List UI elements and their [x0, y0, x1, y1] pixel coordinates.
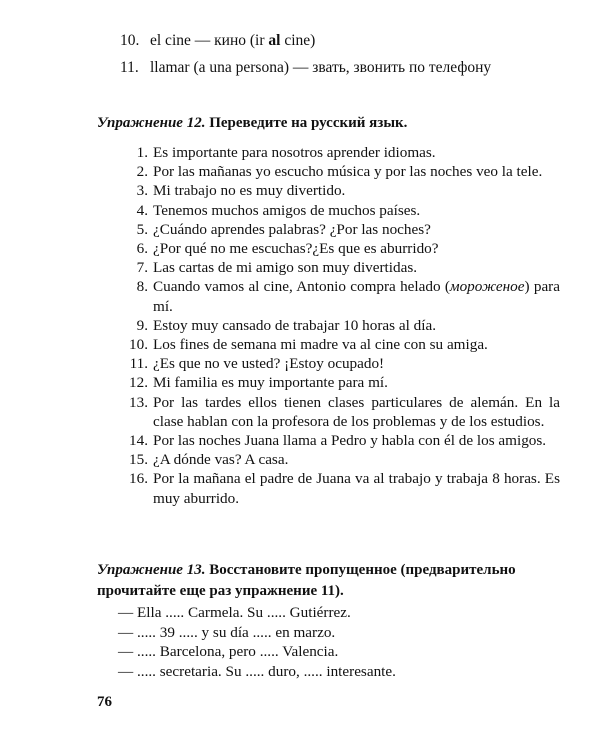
list-item: [120, 393, 560, 431]
vocab-item: [120, 30, 560, 52]
list-item: [120, 181, 560, 200]
list-item: [120, 316, 560, 335]
item-text: Por las noches Juana llama a Pedro y habla con él de los amigos.: [153, 432, 547, 450]
vocab-number: 11.: [120, 59, 139, 76]
item-text: ¿Por qué no me escuchas?¿Es que es aburrido?: [153, 240, 439, 258]
item-text: Los fines de semana mi madre va al cine con su amiga.: [153, 336, 488, 354]
item-number: 3.: [136, 182, 148, 200]
list-item: [120, 335, 560, 354]
vocab-text: el cine — кино (ir: [150, 32, 269, 49]
item-number: 6.: [136, 240, 148, 258]
item-text: Tenemos muchos amigos de muchos países.: [153, 201, 421, 219]
vocabulary-list: [120, 30, 560, 84]
list-item: [120, 277, 560, 315]
item-number: 16.: [129, 470, 148, 488]
item-text-end: ) para mí.: [153, 278, 560, 315]
item-text: Por la mañana el padre de Juana va al trabajo y trabaja 8 horas. Es muy aburrido.: [153, 470, 560, 507]
list-item: [120, 162, 560, 181]
exercise-12-list: [120, 143, 560, 508]
dialogue-line: — ..... Barcelona, pero ..... Valencia.: [118, 643, 339, 660]
list-item: [120, 354, 560, 373]
item-text: Estoy muy cansado de trabajar 10 horas al día.: [153, 316, 436, 334]
item-number: 2.: [136, 163, 148, 181]
item-text: Mi trabajo no es muy divertido.: [153, 182, 346, 200]
dialogue-line: — Ella ..... Carmela. Su ..... Gutiérrez.: [118, 604, 351, 621]
list-item: [120, 431, 560, 450]
item-text: Por las mañanas yo escucho música y por las noches veo la tele.: [153, 163, 543, 181]
vocab-number: 10.: [120, 32, 140, 49]
vocab-bold-word: al: [268, 32, 281, 49]
vocab-item: [120, 57, 560, 79]
item-number: 11.: [129, 355, 148, 373]
item-text: Mi familia es muy importante para mí.: [153, 374, 388, 392]
exercise-13-list: [118, 603, 558, 681]
item-number: 5.: [136, 220, 148, 238]
item-text: ¿Cuándo aprendes palabras? ¿Por las noches?: [153, 220, 431, 238]
list-item: [120, 201, 560, 220]
list-item: [120, 239, 560, 258]
list-item: [120, 469, 560, 507]
item-number: 12.: [129, 374, 148, 392]
item-text: Las cartas de mi amigo son muy divertidas.: [153, 259, 418, 277]
exercise-12-heading: [97, 113, 567, 134]
item-italic-word: мороженое: [449, 278, 525, 296]
item-number: 8.: [136, 278, 148, 296]
item-text: ¿A dónde vas? A casa.: [153, 451, 289, 469]
item-number: 4.: [136, 201, 148, 219]
exercise-title: Переведите на русский язык.: [209, 115, 408, 131]
exercise-13-heading: [97, 560, 567, 602]
exercise-label: Упражнение 13.: [97, 562, 206, 578]
item-number: 9.: [136, 316, 148, 334]
item-number: 10.: [129, 336, 148, 354]
item-number: 13.: [129, 393, 148, 411]
list-item: [120, 258, 560, 277]
page-number: 76: [97, 694, 112, 710]
list-item: [120, 450, 560, 469]
item-number: 1.: [136, 144, 148, 161]
item-text: ¿Es que no ve usted? ¡Estoy ocupado!: [153, 355, 385, 373]
dialogue-line: — ..... 39 ..... y su día ..... en marzo.: [118, 623, 336, 641]
exercise-label: Упражнение 12.: [97, 115, 206, 131]
item-text: Es importante para nosotros aprender idiomas.: [153, 144, 436, 161]
item-number: 7.: [136, 259, 148, 277]
vocab-text-end: cine): [280, 32, 316, 49]
list-item: [120, 143, 560, 162]
list-item: [120, 220, 560, 239]
vocab-text: llamar (a una persona) — звать, звонить по телефону: [150, 59, 492, 76]
item-number: 15.: [129, 451, 148, 469]
item-number: 14.: [129, 432, 148, 450]
list-item: [120, 373, 560, 392]
item-text: Cuando vamos al cine, Antonio compra helado (: [153, 278, 450, 296]
item-text: Por las tardes ellos tienen clases particulares de alemán. En la clase hablan con la profesora de los problemas y de los estudios.: [153, 393, 560, 430]
dialogue-line: — ..... secretaria. Su ..... duro, ..... interesante.: [118, 662, 396, 680]
exercise-title: Восстановите пропущенное (предварительно прочитайте еще раз упражнение 11).: [97, 562, 516, 599]
